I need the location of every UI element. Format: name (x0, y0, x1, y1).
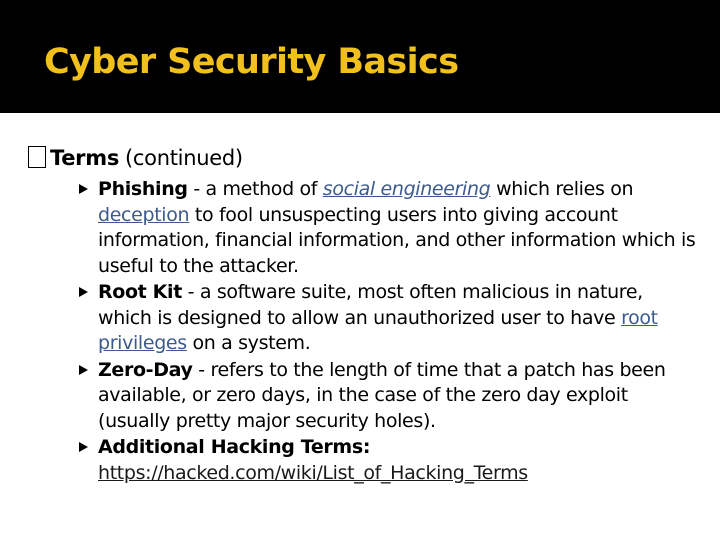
triangle-bullet-icon (79, 184, 88, 194)
link-deception[interactable]: deception (98, 203, 190, 226)
text-span: - a software suite, most often malicious in nature, which is designed to allow an unauthorized user to have (98, 281, 643, 329)
triangle-bullet-icon (79, 287, 88, 297)
terms-continued: (continued) (125, 146, 243, 170)
text-span: which relies on (490, 178, 634, 200)
title-bar (0, 0, 720, 113)
triangle-bullet-icon (79, 442, 88, 452)
level1-bullet-terms (28, 143, 708, 173)
term-zero-day: Zero-Day (98, 358, 193, 381)
term-phishing: Phishing (98, 178, 188, 200)
term-root-kit: Root Kit (98, 281, 182, 303)
list-item-root-kit (98, 280, 698, 357)
missing-glyph-box-icon (28, 146, 46, 168)
list-item-phishing (98, 177, 698, 279)
link-hacking-terms-url[interactable]: https://hacked.com/wiki/List_of_Hacking_Terms (98, 461, 528, 484)
terms-list (98, 177, 698, 486)
term-additional-hacking: Additional Hacking Terms: (98, 436, 371, 458)
text-span: to fool unsuspecting users into giving account information, financial information, and other information which is useful to the attacker. (98, 203, 696, 277)
slide-content (28, 143, 708, 487)
list-item-zero-day (98, 358, 698, 435)
link-root-privileges[interactable]: root privileges (98, 306, 658, 354)
text-span: - a method of (187, 178, 323, 200)
slide-title: Cyber Security Basics (44, 42, 459, 82)
text-span: - refers to the length of time that a patch has been available, or zero days, in the case of the zero day exploit (usually pretty major security holes). (98, 358, 666, 432)
triangle-bullet-icon (79, 365, 88, 375)
link-social-engineering[interactable]: social engineering (322, 178, 491, 200)
list-item-additional-terms (98, 435, 698, 486)
terms-heading: Terms (50, 146, 120, 170)
text-span: on a system. (186, 332, 311, 354)
